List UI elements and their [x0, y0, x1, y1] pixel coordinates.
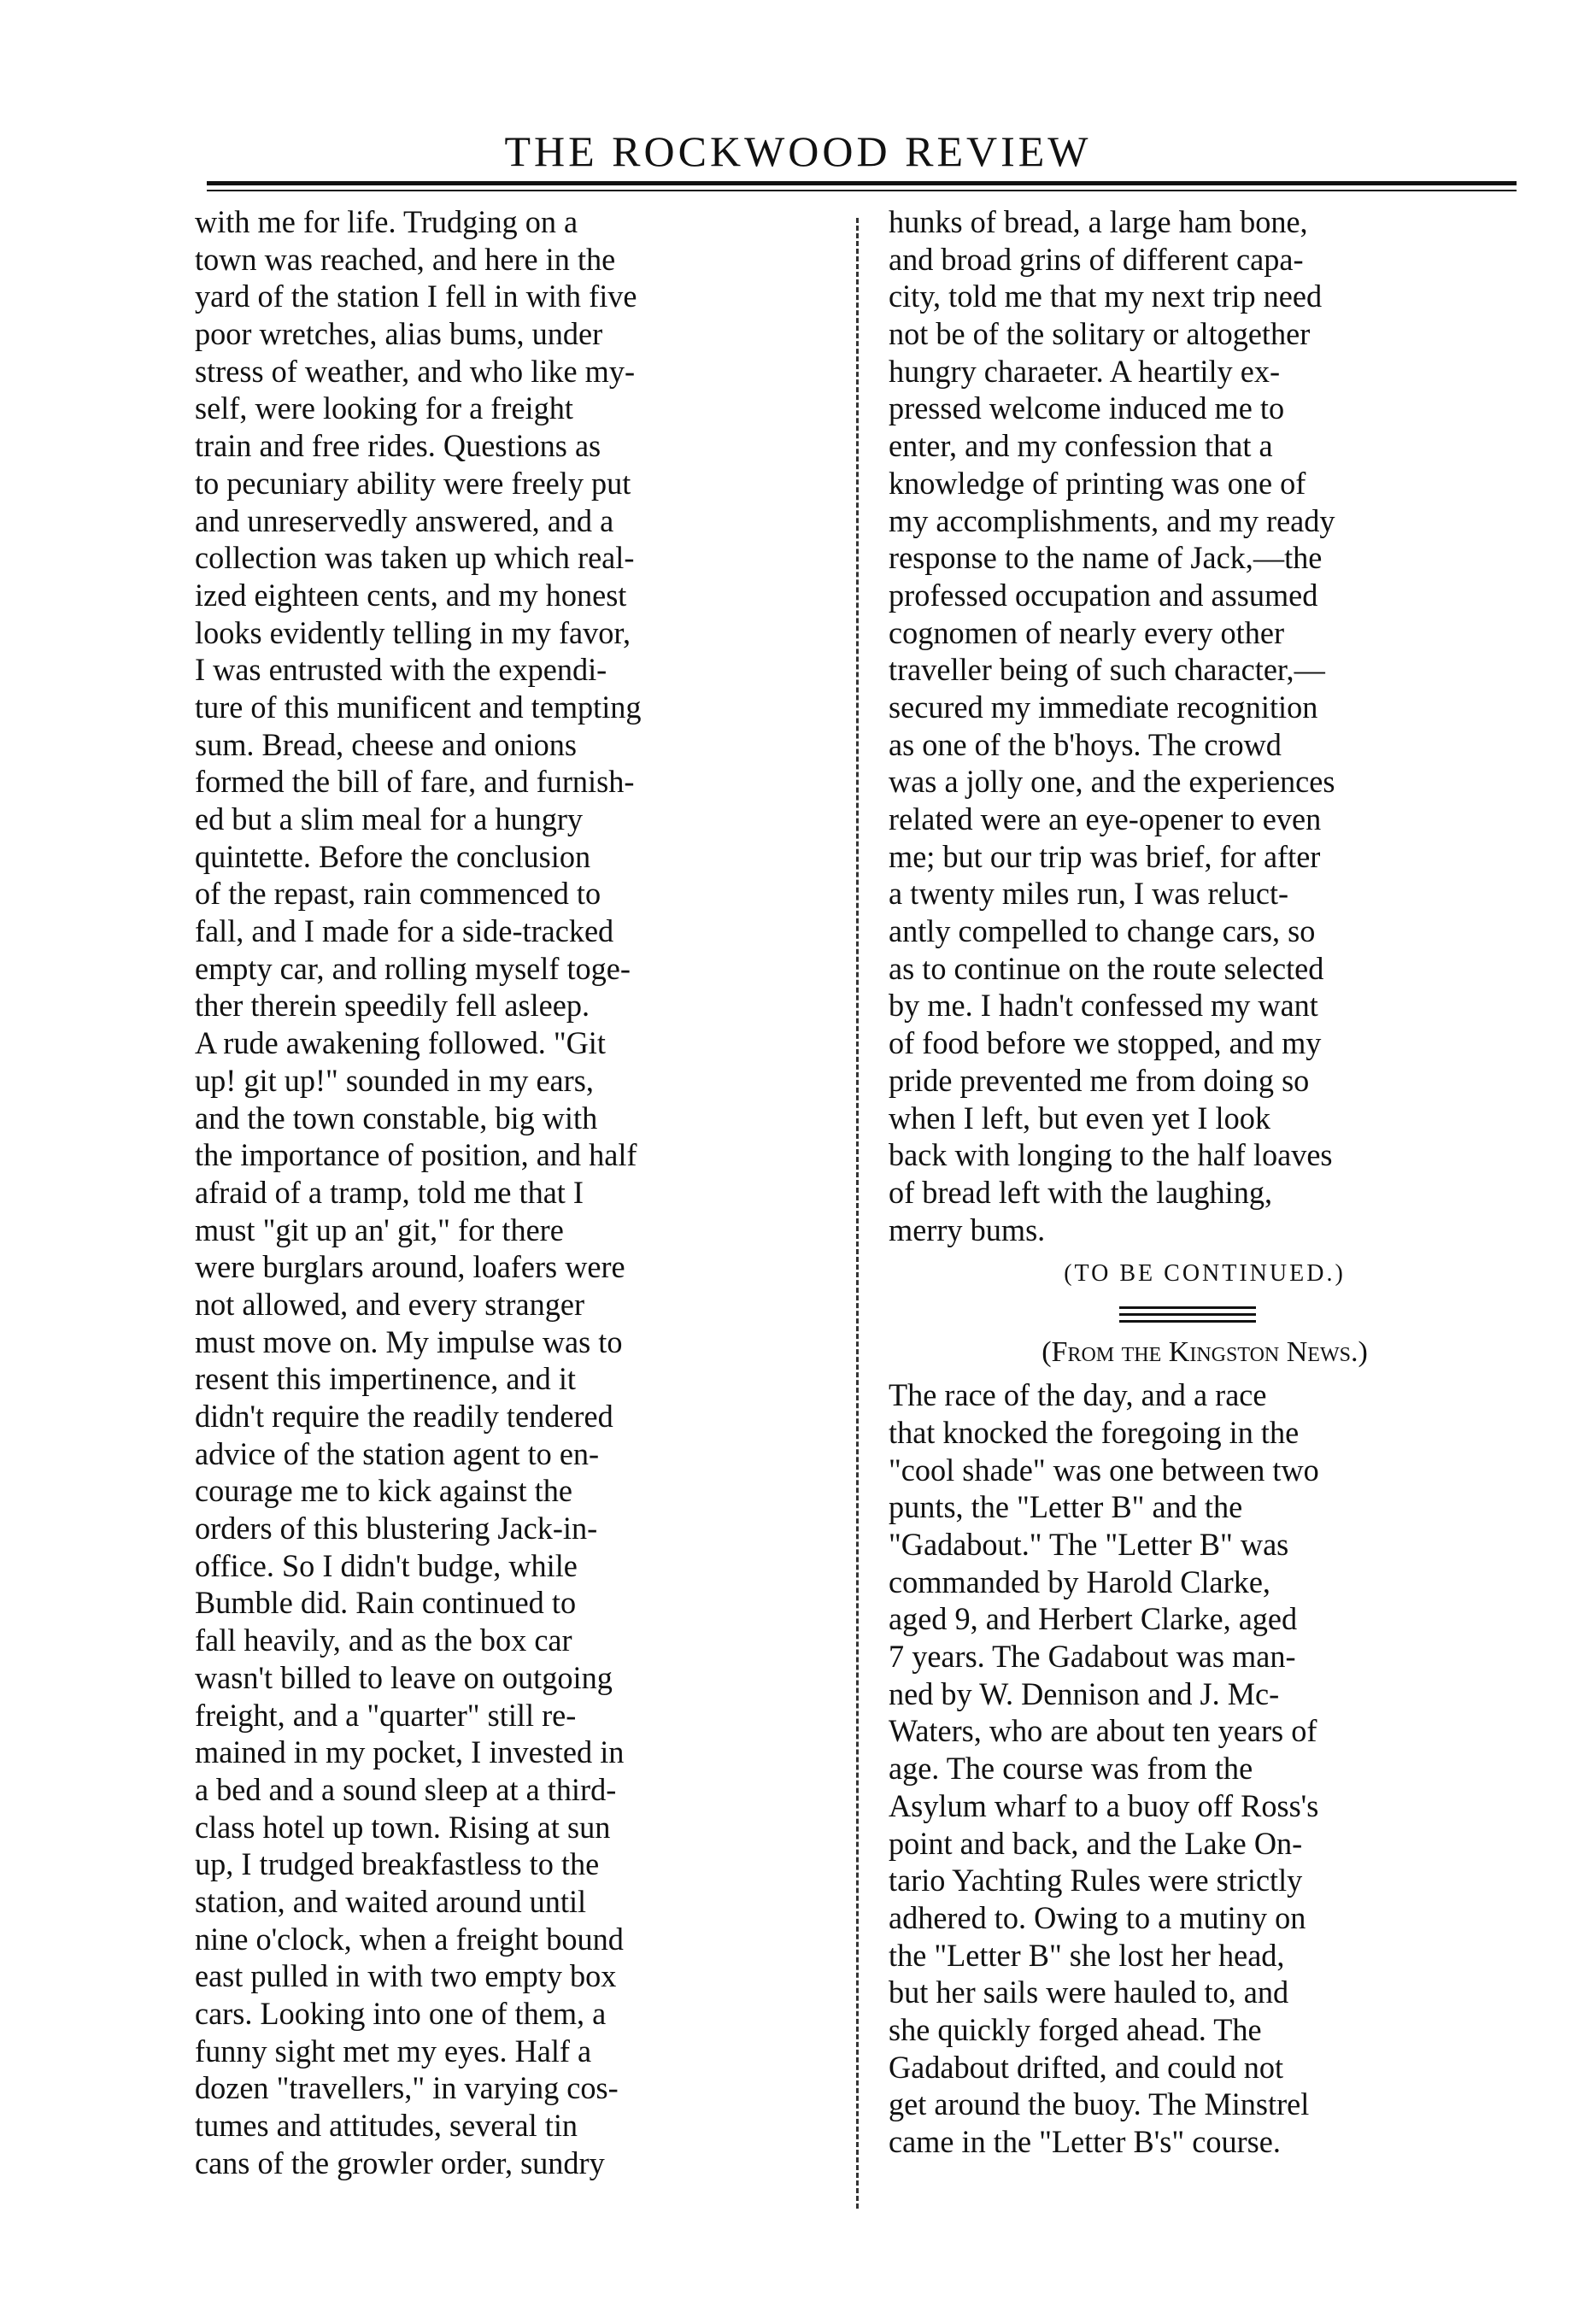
text-line: ed but a slim meal for a hungry	[195, 801, 584, 836]
text-line: hungry charaeter. A heartily ex-	[889, 353, 1281, 389]
text-line: a bed and a sound sleep at a third-	[195, 1771, 617, 1807]
text-line: The race of the day, and a race	[889, 1377, 1267, 1413]
text-line: nine o'clock, when a freight bound	[195, 1921, 624, 1957]
right-column-bottom-text	[889, 1376, 1521, 2160]
text-line: dozen "travellers," in varying cos-	[195, 2070, 619, 2106]
text-line: were burglars around, loafers were	[195, 1249, 625, 1285]
text-line: not allowed, and every stranger	[195, 1286, 585, 1322]
text-line: must move on. My impulse was to	[195, 1323, 623, 1359]
text-line: ture of this munificent and tempting	[195, 689, 642, 725]
text-line: sum. Bread, cheese and onions	[195, 726, 578, 762]
text-line: 7 years. The Gadabout was man-	[889, 1639, 1296, 1675]
page-header-title: THE ROCKWOOD REVIEW	[504, 127, 1092, 175]
text-line: quintette. Before the conclusion	[195, 838, 591, 874]
text-line: station, and waited around until	[195, 1883, 587, 1919]
text-line: afraid of a tramp, told me that I	[195, 1174, 584, 1210]
text-line: ized eighteen cents, and my honest	[195, 577, 627, 613]
text-line: get around the buoy. The Minstrel	[889, 2086, 1310, 2122]
text-line: "cool shade" was one between two	[889, 1452, 1319, 1488]
text-line: was a jolly one, and the experiences	[889, 764, 1335, 800]
text-line: city, told me that my next trip need	[889, 279, 1323, 314]
text-line: related were an eye-opener to even	[889, 801, 1322, 836]
text-line: mained in my pocket, I invested in	[195, 1734, 625, 1770]
text-line: traveller being of such character,—	[889, 652, 1325, 688]
text-line: Bumble did. Rain continued to	[195, 1585, 577, 1621]
separator-bar	[1119, 1320, 1256, 1323]
text-line: up! git up!" sounded in my ears,	[195, 1062, 594, 1098]
text-line: age. The course was from the	[889, 1751, 1253, 1787]
text-line: up, I trudged breakfastless to the	[195, 1846, 600, 1882]
text-line: I was entrusted with the expendi-	[195, 652, 607, 688]
text-line: stress of weather, and who like my-	[195, 353, 636, 389]
column-divider	[856, 218, 859, 2209]
text-line: advice of the station agent to en-	[195, 1435, 600, 1471]
text-line: to pecuniary ability were freely put	[195, 465, 631, 501]
text-line: my accomplishments, and my ready	[889, 502, 1335, 538]
text-line: class hotel up town. Rising at sun	[195, 1809, 611, 1845]
text-line: by me. I hadn't confessed my want	[889, 988, 1318, 1024]
text-line: cognomen of nearly every other	[889, 614, 1285, 650]
text-line: fall, and I made for a side-tracked	[195, 913, 614, 949]
text-line: punts, the "Letter B" and the	[889, 1489, 1243, 1525]
text-line: cars. Looking into one of them, a	[195, 1996, 607, 2031]
section-separator	[889, 1300, 1521, 1329]
text-line: professed occupation and assumed	[889, 577, 1318, 613]
to-be-continued-note: (TO BE CONTINUED.)	[1064, 1260, 1346, 1288]
text-line: the "Letter B" she lost her head,	[889, 1937, 1285, 1973]
text-line: empty car, and rolling myself toge-	[195, 950, 631, 986]
text-line: poor wretches, alias bums, under	[195, 316, 603, 352]
text-line: Gadabout drifted, and could not	[889, 2049, 1284, 2085]
text-line: adhered to. Owing to a mutiny on	[889, 1899, 1306, 1935]
text-line: not be of the solitary or altogether	[889, 316, 1311, 352]
text-line: as to continue on the route selected	[889, 950, 1324, 986]
left-column	[195, 203, 827, 2181]
text-line: of the repast, rain commenced to	[195, 876, 601, 912]
text-line: must "git up an' git," for there	[195, 1212, 564, 1247]
article-source-heading: (From the Kingston News.)	[1042, 1336, 1368, 1369]
text-line: aged 9, and Herbert Clarke, aged	[889, 1601, 1298, 1637]
text-line: with me for life. Trudging on a	[195, 204, 578, 239]
text-line: Asylum wharf to a buoy off Ross's	[889, 1787, 1319, 1823]
text-line: but her sails were hauled to, and	[889, 1975, 1289, 2010]
text-line: the importance of position, and half	[195, 1137, 637, 1173]
text-line: resent this impertinence, and it	[195, 1361, 576, 1397]
text-line: a twenty miles run, I was reluct-	[889, 876, 1289, 912]
text-line: collection was taken up which real-	[195, 540, 635, 576]
text-line: looks evidently telling in my favor,	[195, 614, 631, 650]
text-line: as one of the b'hoys. The crowd	[889, 726, 1282, 762]
text-line: Waters, who are about ten years of	[889, 1713, 1317, 1749]
text-line: and unreservedly answered, and a	[195, 502, 614, 538]
text-line: yard of the station I fell in with five	[195, 279, 637, 314]
text-line: back with longing to the half loaves	[889, 1137, 1333, 1173]
text-line: point and back, and the Lake On-	[889, 1825, 1303, 1861]
text-line: train and free rides. Questions as	[195, 428, 601, 464]
text-line: antly compelled to change cars, so	[889, 913, 1316, 949]
text-line: ther therein speedily fell asleep.	[195, 988, 590, 1024]
separator-bar	[1119, 1313, 1256, 1316]
text-line: she quickly forged ahead. The	[889, 2011, 1262, 2047]
text-line: tario Yachting Rules were strictly	[889, 1863, 1303, 1898]
text-line: me; but our trip was brief, for after	[889, 838, 1321, 874]
header-rule-thin	[207, 190, 1517, 191]
separator-bar	[1119, 1306, 1256, 1309]
text-line: came in the "Letter B's" course.	[889, 2124, 1281, 2159]
text-line: knowledge of printing was one of	[889, 465, 1306, 501]
text-line: wasn't billed to leave on outgoing	[195, 1659, 613, 1695]
text-line: response to the name of Jack,—the	[889, 540, 1323, 576]
right-column	[889, 203, 1521, 2161]
text-line: enter, and my confession that a	[889, 428, 1273, 464]
text-line: pride prevented me from doing so	[889, 1062, 1310, 1098]
text-line: and broad grins of different capa-	[889, 241, 1304, 277]
text-line: merry bums.	[889, 1212, 1046, 1247]
text-line: courage me to kick against the	[195, 1473, 572, 1509]
text-line: "Gadabout." The "Letter B" was	[889, 1527, 1289, 1562]
header-rule-thick	[207, 181, 1517, 185]
text-line: of food before we stopped, and my	[889, 1025, 1322, 1061]
text-line: of bread left with the laughing,	[889, 1174, 1273, 1210]
text-line: didn't require the readily tendered	[195, 1399, 613, 1434]
text-line: hunks of bread, a large ham bone,	[889, 204, 1308, 239]
text-line: funny sight met my eyes. Half a	[195, 2033, 592, 2068]
text-line: office. So I didn't budge, while	[195, 1547, 578, 1583]
text-line: cans of the growler order, sundry	[195, 2145, 605, 2180]
text-line: self, were looking for a freight	[195, 390, 573, 426]
right-column-top-text	[889, 203, 1521, 1248]
text-line: secured my immediate recognition	[889, 689, 1318, 725]
text-line: formed the bill of fare, and furnish-	[195, 764, 635, 800]
text-line: freight, and a "quarter" still re-	[195, 1697, 577, 1733]
text-line: A rude awakening followed. "Git	[195, 1025, 606, 1061]
text-line: when I left, but even yet I look	[889, 1100, 1270, 1135]
text-line: and the town constable, big with	[195, 1100, 598, 1135]
text-line: tumes and attitudes, several tin	[195, 2108, 578, 2144]
text-line: east pulled in with two empty box	[195, 1958, 617, 1994]
text-line: ned by W. Dennison and J. Mc-	[889, 1675, 1280, 1711]
text-line: orders of this blustering Jack-in-	[195, 1511, 598, 1546]
text-line: commanded by Harold Clarke,	[889, 1564, 1270, 1599]
text-line: fall heavily, and as the box car	[195, 1623, 572, 1658]
text-line: that knocked the foregoing in the	[889, 1414, 1300, 1450]
text-line: town was reached, and here in the	[195, 241, 616, 277]
text-line: pressed welcome induced me to	[889, 390, 1285, 426]
